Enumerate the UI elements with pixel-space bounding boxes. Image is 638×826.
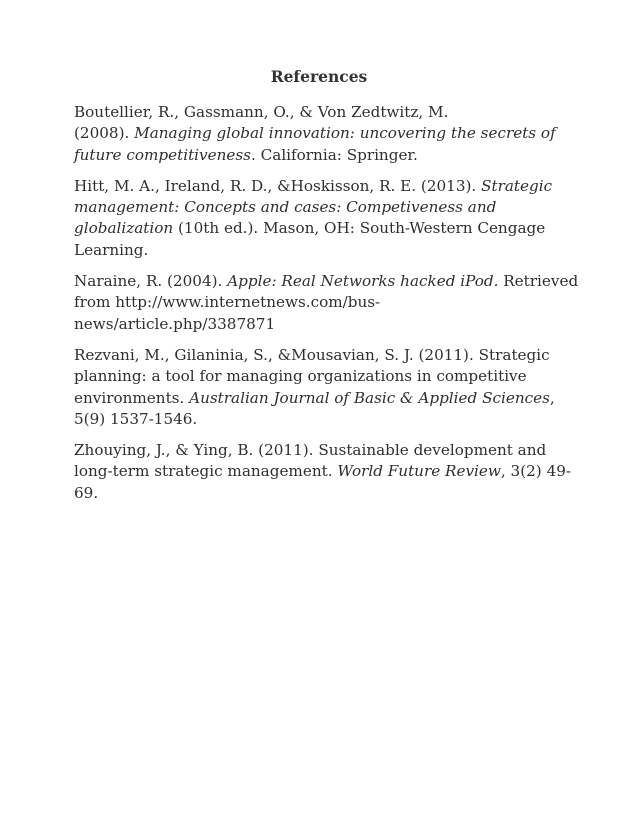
reference-line (74, 483, 566, 504)
reference-italic-text: Managing global innovation: uncovering the secrets of (134, 124, 556, 143)
reference-line (74, 409, 566, 430)
reference-text: Zhouying, J., & Ying, B. (2011). Sustainable development and (74, 441, 547, 460)
reference-italic-text: World Future Review (337, 462, 501, 481)
reference-text: Retrieved (498, 272, 579, 291)
reference-text: 5(9) 1537-1546. (74, 409, 198, 428)
reference-text: environments. (74, 388, 190, 407)
reference-text: long-term strategic management. (74, 462, 338, 481)
reference-entry (74, 102, 566, 166)
reference-text: Hitt, M. A., Ireland, R. D., &Hoskisson, R. E. (2013). (74, 176, 482, 195)
reference-line (74, 240, 566, 261)
reference-text: Rezvani, M., Gilaninia, S., &Mousavian, S. J. (2011). Strategic (74, 345, 550, 364)
reference-entry (74, 271, 579, 335)
reference-line (74, 176, 566, 197)
reference-entry (74, 176, 566, 261)
reference-text: , (549, 388, 555, 407)
reference-line (74, 218, 566, 239)
reference-text: 69. (74, 483, 99, 502)
reference-line (74, 314, 566, 335)
reference-line (74, 345, 566, 366)
reference-text: from http://www.internetnews.com/bus- (74, 293, 381, 312)
reference-italic-text: globalization (74, 219, 174, 238)
reference-line (74, 197, 566, 218)
reference-line (74, 440, 566, 461)
references-heading: References (270, 67, 368, 86)
reference-text: . California: Springer. (250, 145, 418, 164)
reference-text: Naraine, R. (2004). (74, 272, 228, 291)
reference-italic-text: management: Concepts and cases: Competiveness and (74, 198, 497, 217)
reference-line (74, 102, 566, 123)
reference-list (74, 102, 579, 514)
reference-entry (74, 440, 572, 504)
reference-line (74, 271, 579, 292)
reference-line (74, 123, 566, 144)
reference-text: , 3(2) 49- (500, 462, 572, 481)
reference-italic-text: Australian Journal of Basic & Applied Sciences (189, 388, 550, 407)
reference-text: planning: a tool for managing organizations in competitive (74, 367, 527, 386)
reference-text: (2008). (74, 124, 135, 143)
reference-italic-text: Strategic (481, 176, 553, 195)
reference-line (74, 366, 566, 387)
reference-text: news/article.php/3387871 (74, 314, 276, 333)
reference-text: (10th ed.). Mason, OH: South-Western Cengage (173, 219, 546, 238)
reference-entry (74, 345, 566, 430)
reference-line (74, 461, 572, 482)
reference-italic-text: future competitiveness (74, 145, 251, 164)
reference-line (74, 145, 566, 166)
reference-line (74, 388, 566, 409)
reference-line (74, 292, 566, 313)
reference-italic-text: Apple: Real Networks hacked iPod. (227, 272, 499, 291)
reference-text: Learning. (74, 240, 149, 259)
reference-text: Boutellier, R., Gassmann, O., & Von Zedtwitz, M. (74, 103, 449, 121)
